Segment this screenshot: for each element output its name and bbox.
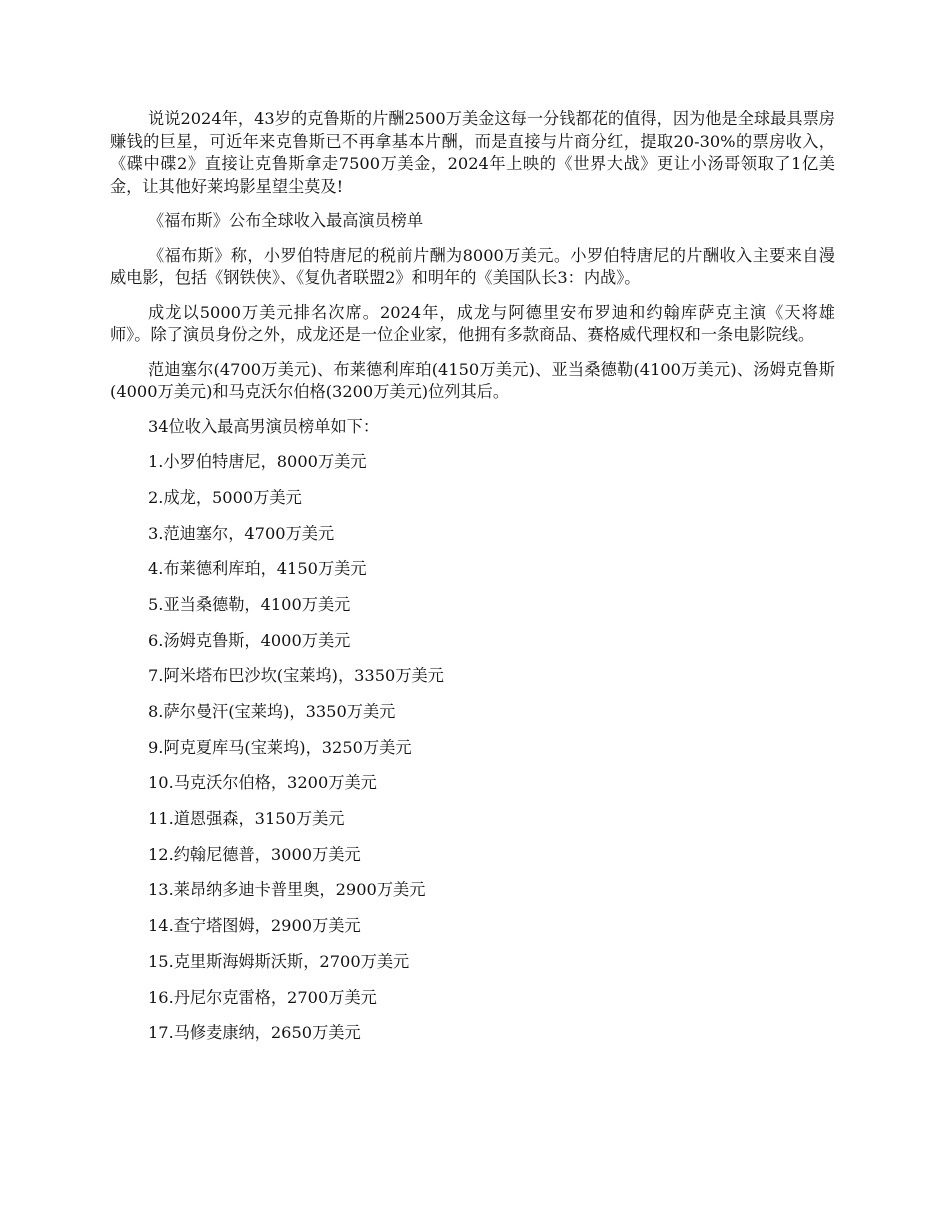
list-item: 17.马修麦康纳，2650万美元 — [148, 1023, 361, 1043]
list-item: 5.亚当桑德勒，4100万美元 — [148, 594, 351, 614]
list-item: 1.小罗伯特唐尼，8000万美元 — [148, 452, 367, 472]
paragraph-others: 范迪塞尔(4700万美元)、布莱德利库珀(4150万美元)、亚当桑德勒(4100万美元)、汤姆克鲁斯(4000万美元)和马克沃尔伯格(3200万美元)位列其后。 — [110, 359, 835, 401]
paragraph-downey: 《福布斯》称，小罗伯特唐尼的税前片酬为8000万美元。小罗伯特唐尼的片酬收入主要来自漫威电影，包括《钢铁侠》、《复仇者联盟2》和明年的《美国队长3：内战》。 — [110, 245, 835, 287]
list-intro: 34位收入最高男演员榜单如下： — [148, 416, 380, 436]
paragraph-jackie-chan: 成龙以5000万美元排名次席。2024年，成龙与阿德里安布罗迪和约翰库萨克主演《天将雄师》。除了演员身份之外，成龙还是一位企业家，他拥有多款商品、赛格威代理权和一条电影院线。 — [110, 302, 835, 344]
ranking-list — [110, 451, 835, 1058]
list-item: 9.阿克夏库马(宝莱坞)，3250万美元 — [148, 737, 412, 757]
list-item: 10.马克沃尔伯格，3200万美元 — [148, 773, 377, 793]
list-item: 11.道恩强森，3150万美元 — [148, 809, 345, 829]
document-page — [110, 108, 835, 1058]
list-item: 4.布莱德利库珀，4150万美元 — [148, 559, 367, 579]
list-item: 3.范迪塞尔，4700万美元 — [148, 523, 335, 543]
paragraph-cruise-pay: 说说2024年，43岁的克鲁斯的片酬2500万美金这每一分钱都花的值得，因为他是全球最具票房赚钱的巨星，可近年来克鲁斯已不再拿基本片酬，而是直接与片商分红，提取20-30%的票房收入，《碟中碟2》直接让克鲁斯拿走7500万美金，2024年上映的《世界大战》更让小汤哥领取了1亿美金，让其他好莱坞影星望尘莫及! — [110, 109, 835, 196]
list-item: 2.成龙，5000万美元 — [148, 487, 302, 507]
list-item: 6.汤姆克鲁斯，4000万美元 — [148, 630, 351, 650]
list-item: 12.约翰尼德普，3000万美元 — [148, 844, 361, 864]
list-item: 14.查宁塔图姆，2900万美元 — [148, 916, 361, 936]
list-item: 7.阿米塔布巴沙坎(宝莱坞)，3350万美元 — [148, 666, 444, 686]
list-item: 15.克里斯海姆斯沃斯，2700万美元 — [148, 951, 410, 971]
list-item: 13.莱昂纳多迪卡普里奥，2900万美元 — [148, 880, 426, 900]
paragraph-forbes-heading: 《福布斯》公布全球收入最高演员榜单 — [148, 211, 424, 230]
list-item: 8.萨尔曼汗(宝莱坞)，3350万美元 — [148, 702, 396, 721]
list-item: 16.丹尼尔克雷格，2700万美元 — [148, 987, 377, 1007]
